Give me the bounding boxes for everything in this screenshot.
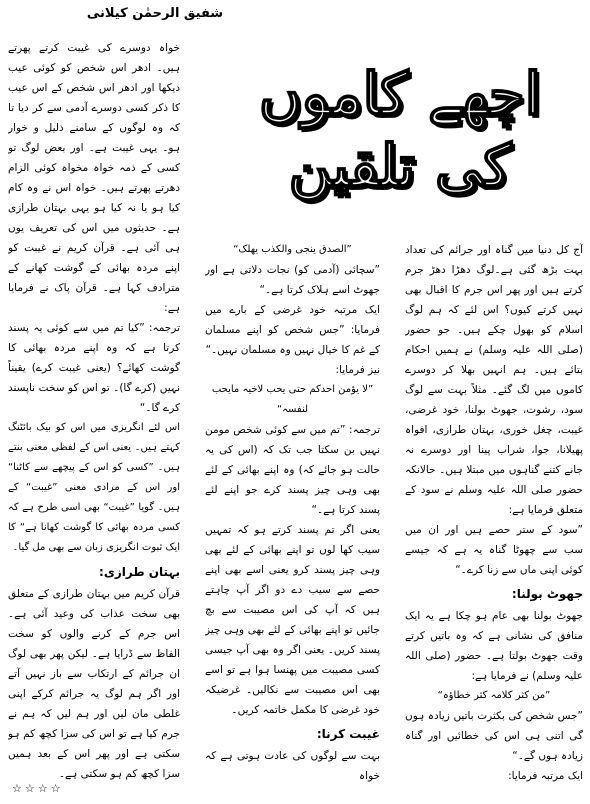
paragraph: ایک مرتبہ خود غرضی کے بارے میں فرمایا: ”جس شخص کو اپنے مسلمان کے غم کا خیال نہیں وہ مسلمان نہیں۔“ bbox=[205, 304, 380, 356]
paragraph: ترجمہ: ”تم میں سے کوئی شخص مومن نہیں بن سکتا جب تک کہ (اس کی یہ حالت ہو جائے کہ) وہ اپنے بھائی کے لئے بھی وہی چیز پسند کرے جو اپنے لئے پسند کرتا ہے۔“ bbox=[205, 424, 380, 516]
end-stars: ☆☆☆☆ bbox=[12, 782, 64, 795]
paragraph: اس لئے انگریزی میں اس کو بیک بائٹنگ کہتے ہیں۔ یعنی اس کے لفظی معنی بنتے ہیں۔ ”کسی کو اس کے پیچھے سے کاٹنا“ اور اس کے مرادی معنی ”غیبت“ کے ہیں۔ گویا ”غیبت“ بھی اسی طرح ہے کہ کسی مردہ بھائی کا گوشت کھانا ہے“ کا ایک ثبوت انگریزی زبان سے بھی مل گیا۔ bbox=[8, 422, 180, 553]
text-column-middle bbox=[205, 240, 380, 800]
text-column-right bbox=[405, 240, 583, 800]
author-name: شفیق الرحمٰن کیلانی bbox=[86, 6, 224, 21]
section-heading: جھوٹ بولنا: bbox=[511, 587, 583, 601]
quotation: ”الصدق ینجی والکذب یھلک“ bbox=[233, 244, 352, 255]
paragraph: خواہ دوسرے کی غیبت کرتے پھرتے ہیں۔ ادھر اس شخص کو کوئی عیب دیکھا اور ادھر اس شخص کے اس عیب کا ذکر کسی دوسرے آدمی سے کر دیا تا کہ وہ لوگوں کے سامنے ذلیل و خوار ہو۔ یہی غیبت ہے۔ اور بعض لوگ تو کسی کے ذمہ خواہ مخواہ کوئی الزام دھرتے پھرتے ہیں۔ خواہ اس نے وہ کام کیا ہو یا نہ کیا ہو یہی بہتان طرازی ہے۔ حدیثوں میں اس کی تعریف یوں ہی آئی ہے۔ قرآن کریم نے غیبت کو اپنے مردہ بھائی کے گوشت کھانے کے مترادف کہا ہے۔ قرآن پاک نے فرمایا ہے: bbox=[8, 42, 180, 314]
article-title bbox=[225, 58, 575, 208]
paragraph: ترجمہ: ”کیا تم میں سے کوئی یہ پسند کرتا ہے کہ وہ اپنے مردہ بھائی کا گوشت کھائے؟ (یعنی غیبت کرے) یقیناً نہیں (کرے گا)۔ تو اس کو سخت ناپسند کرے گا۔“ bbox=[8, 322, 180, 414]
title-line-1: اچھے کاموں bbox=[259, 60, 541, 128]
paragraph: ایک مرتبہ فرمایا: bbox=[508, 770, 583, 782]
section-heading: بہتان طرازی: bbox=[99, 565, 180, 579]
paragraph: ”سچائی (آدمی کو) نجات دلاتی ہے اور جھوٹ اسے ہلاک کرتا ہے۔“ bbox=[205, 264, 380, 296]
paragraph: بہت سے لوگوں کی عادت ہوتی ہے کہ خواہ bbox=[205, 750, 380, 782]
paragraph: قرآن کریم میں بہتان طرازی کے متعلق بھی سخت عذاب کی وعید آئی ہے۔ اس جرم کے کرنے والوں کو سخت الفاظ سے ڈرایا ہے۔ لیکن پھر بھی لوگ ان جرائم کے ارتکاب سے باز نہیں آتے اور اگر ہم لوگ یہ جرائم کرکے اپنی غلطی مان لیں اور ہم لیں کہ ہم نے جرم کیا ہے تو اس کی سزا کچھ کم ہو سکتی ہے اور پھر اس کے بعد ہمیں سزا کچھ کم ہو سکتی ہے۔ bbox=[8, 588, 180, 780]
paragraph: نیز فرمایا: bbox=[335, 364, 380, 376]
quotation: ”لا یؤمن احدکم حتی یحب لاخیہ مایحب لنفسہ“ bbox=[211, 384, 374, 415]
paragraph: یعنی اگر تم پسند کرتے ہو کہ تمہیں سیب کھا لوں تو اپنے بھائی کے لئے بھی وہی چیز پسند کرو یعنی اسے بھی اپنے حصے سے سیب دے دو اگر آپ چاہتے ہیں کہ آپ کی اس مصیبت سے بچ جائیں تو اپنے بھائی کے لئے بھی وہی چیز پسند کریں۔ یعنی اگر وہ بھی آپ جیسی کسی مصیبت میں پھنسا ہوا ہے تو اسے بھی اس مصیبت سے نکالیں۔ غرضیکہ خود غرضی کا مکمل خاتمہ کریں۔ bbox=[205, 524, 380, 716]
paragraph: آج کل دنیا میں گناہ اور جرائم کی تعداد بہت بڑھ گئی ہے۔لوگ دھڑا دھڑ جرم کرتے ہیں اور پھر اس جرم کا اقبال بھی نہیں کرتے کیوں؟ اس لئے کہ ہم لوگ اسلام کو بھول چکے ہیں۔ جو حضور (صلی اللہ علیہ وسلم) نے ہمیں احکام بتائے ہیں۔ ہم انہیں بھلا کر دوسرے کاموں میں لگ گئے۔ مثلاً بہت سے لوگ سود، رشوت، جھوٹ بولنا، خود غرضی، غیبت، چغل خوری، بہتان طرازی، افواہ پھیلانا، جوا، شراب پینا اور دوسرے نہ جانے کتنے گناہوں میں مبتلا ہیں۔ حالانکہ حضور صلی اللہ علیہ وسلم نے سود کے متعلق فرمایا ہے: bbox=[405, 244, 583, 516]
title-line-2: کی تلقین bbox=[288, 132, 512, 200]
section-heading: غیبت کرنا: bbox=[316, 727, 380, 741]
text-column-left bbox=[8, 38, 180, 798]
paragraph: جھوٹ بولنا بھی عام ہو چکا ہے یہ ایک منافق کی نشانی ہے کہ وہ باتیں کرتے وقت جھوٹ بولتا ہے۔ حضور (صلی اللہ علیہ وسلم) نے فرمایا ہے: bbox=[405, 610, 583, 682]
paragraph: ”سود کے ستر حصے ہیں اور ان میں سب سے چھوٹا گناہ یہ ہے کہ جیسے کوئی اپنی ماں سے زنا کرے۔“ bbox=[405, 524, 583, 576]
paragraph: ”جس شخص کی بکثرت باتیں زیادہ ہوں گی اتنی ہی اس کی خطائیں اور گناہ زیادہ ہوں گے۔“ bbox=[405, 710, 583, 762]
quotation: ”من کثر کلامہ کثر خطاؤہ“ bbox=[437, 690, 551, 701]
